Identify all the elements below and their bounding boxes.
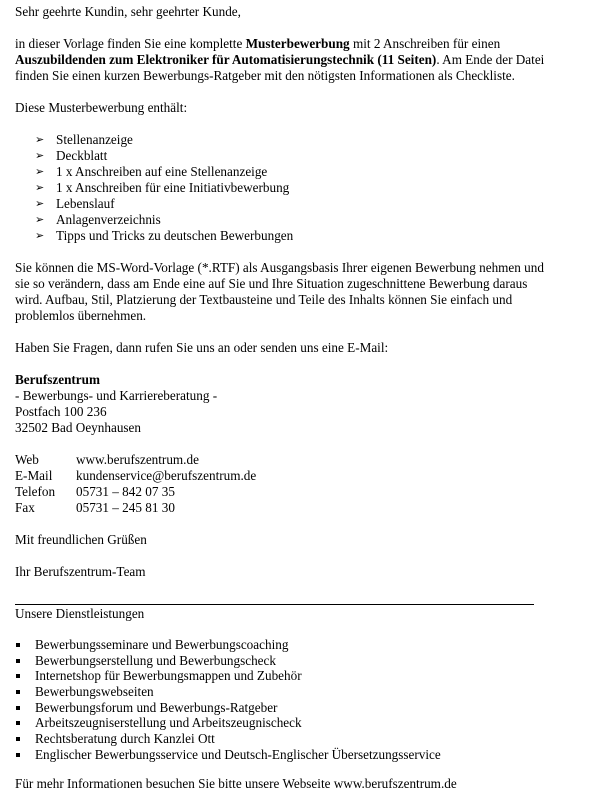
arrow-bullet-icon: ➢	[35, 165, 45, 178]
square-bullet-icon	[16, 706, 20, 710]
square-bullet-icon	[16, 721, 20, 725]
contents-list	[15, 132, 555, 244]
list-item: Bewerbungsseminare und Bewerbungscoaching	[15, 637, 555, 653]
arrow-bullet-icon: ➢	[35, 149, 45, 162]
arrow-bullet-icon: ➢	[35, 229, 45, 242]
intro-bold-2: Auszubildenden zum Elektroniker für Automatisierungstechnik (11 Seiten)	[15, 52, 437, 67]
square-bullet-icon	[16, 643, 20, 647]
contact-label: Web	[15, 452, 39, 467]
intro-text-1: in dieser Vorlage finden Sie eine komplette	[15, 36, 246, 51]
list-item: Internetshop für Bewerbungsmappen und Zubehör	[15, 668, 555, 684]
list-item: ➢ Stellenanzeige	[35, 132, 133, 147]
arrow-bullet-icon: ➢	[35, 197, 45, 210]
footer-partial-text: Für mehr Informationen besuchen Sie bitte unsere Webseite www.berufszentrum.de	[15, 775, 457, 791]
arrow-bullet-icon: ➢	[35, 133, 45, 146]
arrow-bullet-icon: ➢	[35, 181, 45, 194]
intro-text-3: . Am Ende der Datei finden Sie einen kurzen Bewerbungs-Ratgeber mit den nötigsten Informationen als Checkliste.	[15, 52, 545, 83]
list-item: ➢ Lebenslauf	[35, 196, 115, 211]
signature: Ihr Berufszentrum-Team	[15, 564, 146, 579]
contact-label: Telefon	[15, 484, 56, 499]
contact-row-web	[15, 452, 555, 468]
contact-web-link[interactable]: www.berufszentrum.de	[76, 452, 199, 467]
questions-paragraph: Haben Sie Fragen, dann rufen Sie uns an oder senden uns eine E-Mail:	[15, 340, 389, 355]
list-item: ➢ Deckblatt	[35, 148, 108, 163]
contact-label: Fax	[15, 500, 35, 515]
list-item: ➢ Tipps und Tricks zu deutschen Bewerbungen	[35, 228, 294, 243]
usage-paragraph: Sie können die MS-Word-Vorlage (*.RTF) als Ausgangsbasis Ihrer eigenen Bewerbung nehmen und sie so verändern, dass am Ende eine auf Sie und Ihre Situation zugeschnittene Bewerbung daraus wird. Aufbau, Stil, Platzierung der Textbausteine und Teile des Inhalts können Sie einfach und problemlos übernehmen.	[15, 260, 544, 323]
square-bullet-icon	[16, 659, 20, 663]
company-city: 32502 Bad Oeynhausen	[15, 420, 141, 435]
list-item: Arbeitszeugniserstellung und Arbeitszeugnischeck	[15, 715, 555, 731]
square-bullet-icon	[16, 690, 20, 694]
list-item: ➢ Anlagenverzeichnis	[35, 212, 161, 227]
contact-phone-value: 05731 – 842 07 35	[76, 484, 175, 499]
contact-row-phone	[15, 484, 555, 500]
intro-text-2: mit 2 Anschreiben für einen	[349, 36, 501, 51]
services-list	[15, 637, 555, 763]
document-page	[15, 4, 555, 792]
intro-bold-1: Musterbewerbung	[245, 36, 350, 51]
company-name: Berufszentrum	[15, 372, 100, 387]
square-bullet-icon	[16, 674, 20, 678]
divider	[15, 604, 534, 605]
list-item: Englischer Bewerbungsservice und Deutsch-Englischer Übersetzungsservice	[15, 747, 555, 763]
list-item: Bewerbungswebseiten	[15, 684, 555, 700]
contact-block	[15, 452, 555, 516]
contact-email-link[interactable]: kundenservice@berufszentrum.de	[76, 468, 257, 483]
list-item: Rechtsberatung durch Kanzlei Ott	[15, 731, 555, 747]
square-bullet-icon	[16, 737, 20, 741]
arrow-bullet-icon: ➢	[35, 213, 45, 226]
intro-paragraph	[15, 36, 555, 84]
square-bullet-icon	[16, 753, 20, 757]
closing: Mit freundlichen Grüßen	[15, 532, 147, 547]
list-item: ➢ 1 x Anschreiben auf eine Stellenanzeige	[35, 164, 268, 179]
services-heading: Unsere Dienstleistungen	[15, 606, 145, 621]
company-tagline: - Bewerbungs- und Karriereberatung -	[15, 388, 218, 403]
contact-label: E-Mail	[15, 468, 53, 483]
greeting: Sehr geehrte Kundin, sehr geehrter Kunde,	[15, 4, 241, 19]
company-po-box: Postfach 100 236	[15, 404, 107, 419]
contact-row-email	[15, 468, 555, 484]
list-item: Bewerbungsforum und Bewerbungs-Ratgeber	[15, 700, 555, 716]
contents-heading: Diese Musterbewerbung enthält:	[15, 100, 188, 115]
contact-row-fax	[15, 500, 555, 516]
contact-fax-value: 05731 – 245 81 30	[76, 500, 175, 515]
list-item: Bewerbungserstellung und Bewerbungscheck	[15, 653, 555, 669]
list-item: ➢ 1 x Anschreiben für eine Initiativbewerbung	[35, 180, 290, 195]
